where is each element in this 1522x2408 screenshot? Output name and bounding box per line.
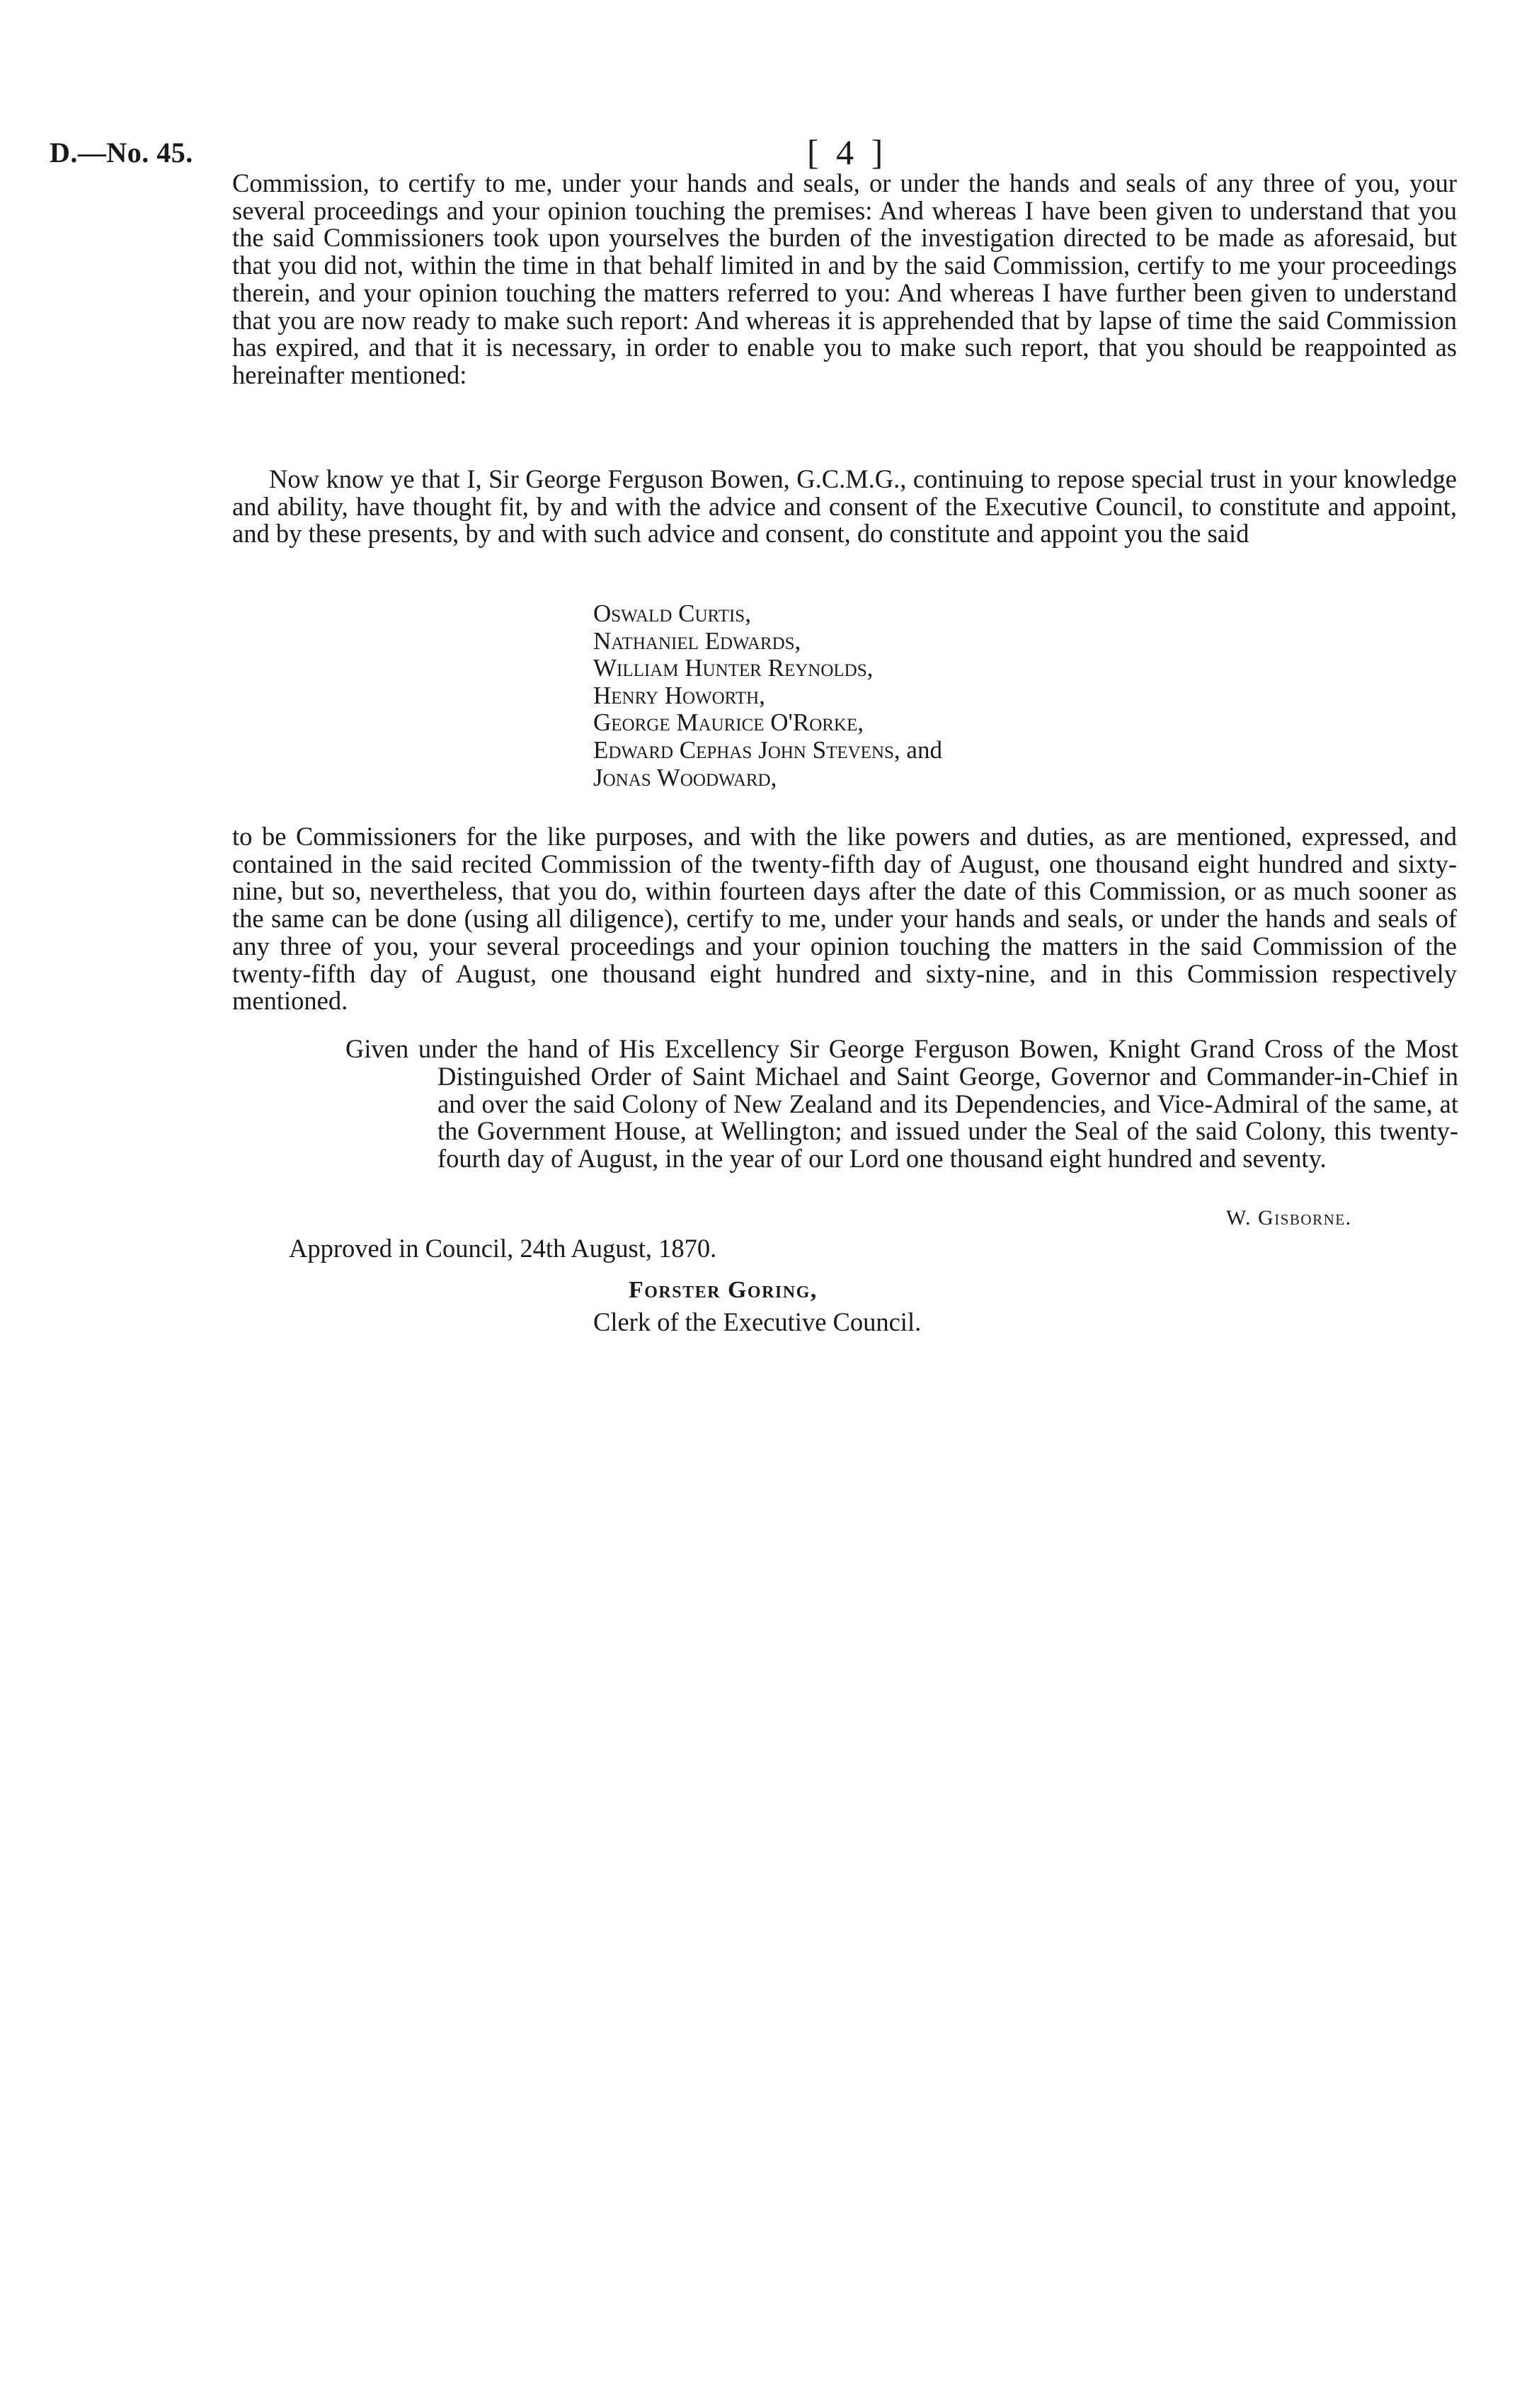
commissioner-name: Jonas Woodward,	[593, 763, 777, 791]
signature-clerk-name: Forster Goring,	[629, 1277, 818, 1303]
commissioner-name: Oswald Curtis,	[593, 600, 751, 627]
paragraph-powers: to be Commissioners for the like purposes, and with the like powers and duties, as are mentioned, expressed, and contained in the said recited Commission of the twenty-fifth day of August, one thousand eight hundred and sixty-nine, but so, nevertheless, that you do, within fourteen days after the date of this Commission, or as much sooner as the same can be done (using all diligence), certify to me, under your hands and seals, or under the hands and seals of any three of you, your several proceedings and your opinion touching the matters in the said Commission of the twenty-fifth day of August, one thousand eight hundred and sixty-nine, and in this Commission respectively mentioned.	[232, 822, 1457, 1016]
commissioner-name: George Maurice O'Rorke,	[593, 709, 864, 737]
commissioner-name-line	[593, 737, 942, 764]
signature-clerk-title: Clerk of the Executive Council.	[593, 1307, 922, 1336]
page-number: [ 4 ]	[807, 132, 888, 172]
paragraph-recital: Commission, to certify to me, under your hands and seals, or under the hands and seals of any three of you, your several proceedings and your opinion touching the premises: And whereas I have been given to understand that you the said Commissioners took upon yourselves the burden of the investigation directed to be made as aforesaid, but that you did not, within the time in that behalf limited in and by the said Commission, certify to me your proceedings therein, and your opinion touching the matters referred to you: And whereas I have further been given to understand that you are now ready to make such report: And whereas it is apprehended that by lapse of time the said Commission has expired, and that it is necessary, in order to enable you to make such report, that you should be reappointed as hereinafter mentioned:	[232, 168, 1457, 389]
paragraph-appointment: Now know ye that I, Sir George Ferguson Bowen, G.C.M.G., continuing to repose special trust in your knowledge and ability, have thought fit, by and with the advice and consent of the Executive Council, to constitute and appoint, and by these presents, by and with such advice and consent, do constitute and appoint you the said	[232, 464, 1457, 549]
approval-line: Approved in Council, 24th August, 1870.	[289, 1234, 717, 1263]
signature-gisborne: W. Gisborne.	[1226, 1206, 1352, 1229]
document-reference: D.—No. 45.	[50, 137, 193, 168]
commissioner-conjunction: , and	[893, 735, 942, 764]
commissioner-list	[593, 600, 942, 791]
commissioner-name: Nathaniel Edwards,	[593, 626, 801, 655]
commissioner-name: William Hunter Reynolds,	[593, 654, 874, 682]
paragraph-given-under-hand: Given under the hand of His Excellency Sir George Ferguson Bowen, Knight Grand Cross of the Most Distinguished Order of Saint Michael and Saint George, Governor and Commander-in-Chief in and over the said Colony of New Zealand and its Dependencies, and Vice-Admiral of the same, at the Government House, at Wellington; and issued under the Seal of the said Colony, this twenty-fourth day of August, in the year of our Lord one thousand eight hundred and seventy.	[345, 1034, 1458, 1174]
commissioner-name: Edward Cephas John Stevens	[593, 735, 894, 764]
commissioner-name: Henry Howorth,	[593, 681, 765, 709]
